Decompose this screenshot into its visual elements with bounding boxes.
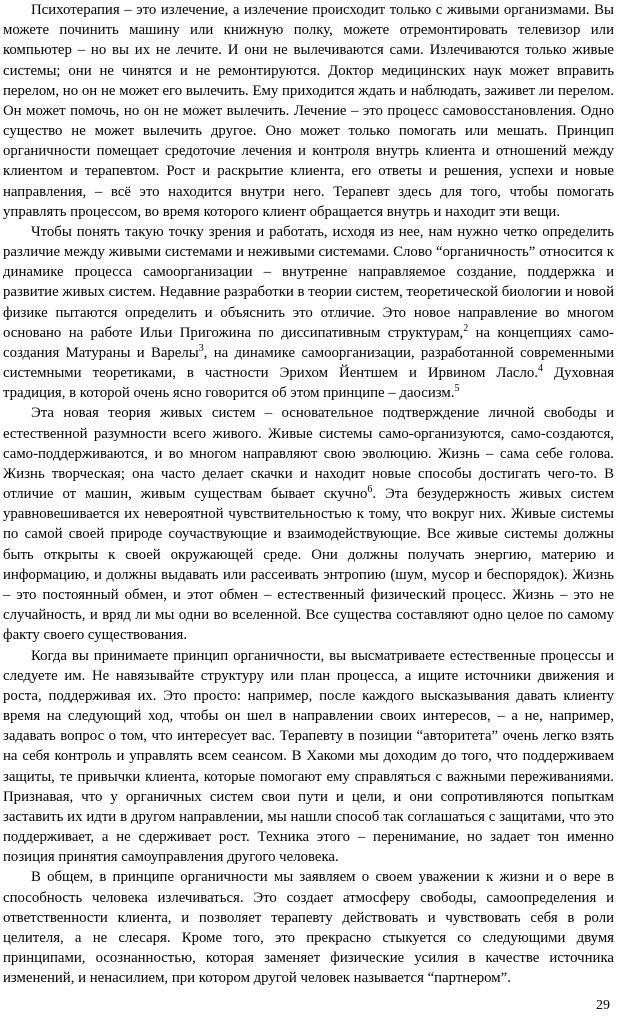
paragraph	[3, 867, 614, 988]
footnote-marker: 6	[367, 484, 373, 496]
paragraph-text: В общем, в принципе органичности мы заявляем о своем уважении к жизни и о вере в способность человека излечиваться. Это создает атмосферу свободы, самоопределения и ответственности клиента, и позволяет терапевту действовать и чувствовать себя в роли целителя, а не слесаря. Кроме того, это прекрасно стыкуется со следующими двумя принципами, осознанностью, которая заменяет физические усилия в качестве источника изменений, и ненасилием, при котором другой человек называется “партнером”.	[3, 869, 614, 987]
paragraph-text: Духовная традиция, в которой очень ясно говорится об этом принципе – даосизм.	[3, 365, 614, 402]
paragraph	[3, 403, 614, 645]
paragraph-text: , на динамике самоорганизации, разработанной современными системными теоретиками, в частности Эрихом Йентшем и Ирвином Ласло.	[3, 344, 614, 382]
footnote-marker: 5	[454, 383, 460, 395]
paragraph	[3, 646, 614, 868]
paragraph-text: на концепциях само-создания Матураны и Варелы	[3, 324, 614, 361]
page-number: 29	[596, 998, 610, 1013]
paragraph-text: Психотерапия – это излечение, а излечение происходит только с живыми организмами. Вы можете починить машину или книжную полку, можете отремонтировать телевизор или компьютер – но вы их не лечите. И они не вылечиваются сами. Излечиваются только живые системы; они не чинятся и не ремонтируются. Доктор медицинских наук может вправить перелом, но он не может его вылечить. Ему приходится ждать и наблюдать, заживет ли перелом. Он может помочь, но он не может вылечить. Лечение – это процесс самовосстановления. Одно существо не может вылечить другое. Оно может только помогать или мешать. Принцип органичности помещает средоточие лечения и контроля внутрь клиента и отношений между клиентом и терапевтом. Рост и раскрытие клиента, его ответы и решения, успехи и новые направления, – всё это находится внутри него. Терапевт здесь для того, чтобы помогать управлять процессом, во время которого клиент обращается внутрь и находит эти вещи.	[3, 2, 614, 220]
footnote-marker: 2	[463, 322, 469, 334]
footnote-marker: 4	[537, 363, 543, 375]
paragraph-text: Чтобы понять такую точку зрения и работать, исходя из нее, нам нужно четко определить различие между живыми системами и неживыми системами. Слово “органичность” относится к динамике процесса самоорганизации – внутренне направляемое создание, поддержка и развитие живых систем. Недавние разработки в теории систем, теоретической биологии и новой физике пытаются определить и объяснить это отличие. Это новое направление во многом основано на работе Ильи Пригожина по диссипативным структурам,	[3, 223, 614, 341]
paragraph-text: . Эта безудержность живых систем уравновешивается их невероятной чувствительностью к тому, что вокруг них. Живые системы по самой своей природе соучаствующие и взаимодействующие. Все живые системы должны быть открыты к своей окружающей среде. Они должны получать энергию, материю и информацию, и должны выдавать или рассеивать энтропию (шум, мусор и беспорядок). Жизнь – это постоянный обмен, и этот обмен – естественный физический процесс. Жизнь – это не случайность, и вряд ли мы одни во вселенной. Все существа составляют одно целое по самому факту своего существования.	[3, 486, 614, 644]
paragraph-text: Когда вы принимаете принцип органичности, вы высматриваете естественные процессы и следуете им. Не навязывайте структуру или план процесса, а ищите источники движения и роста, поддерживая их. Это просто: например, после каждого высказывания давать клиенту время на следующий ход, чтобы он шел в направлении своих интересов, – а не, например, задавать вопрос о том, что интересует вас. Терапевту в позиции “авторитета” очень легко взять на себя контроль и управлять всем сеансом. В Хакоми мы доходим до того, что поддерживаем защиты, те привычки клиента, которые помогают ему справляться с важными переживаниями. Признавая, что у органичных систем свои пути и цели, и они сопротивляются попыткам заставить их идти в другом направлении, мы нашли способ так соглашаться с защитами, что это поддерживает, а не сдерживает рост. Техника этого – перенимание, но задает тон именно позиция принятия самоуправления другого человека.	[3, 647, 614, 866]
paragraph-text: Эта новая теория живых систем – основательное подтверждение личной свободы и естественной разумности всего живого. Живые системы само-организуются, само-создаются, само-поддерживаются, и во многом направляют свою эволюцию. Жизнь – сама себе голова. Жизнь творческая; она часто делает скачки и находит новые способы достигать чего-то. В отличие от машин, живым существам бывает скучно	[3, 405, 614, 503]
footnote-marker: 3	[198, 342, 204, 354]
paragraph	[3, 222, 614, 404]
paragraph	[3, 0, 614, 222]
